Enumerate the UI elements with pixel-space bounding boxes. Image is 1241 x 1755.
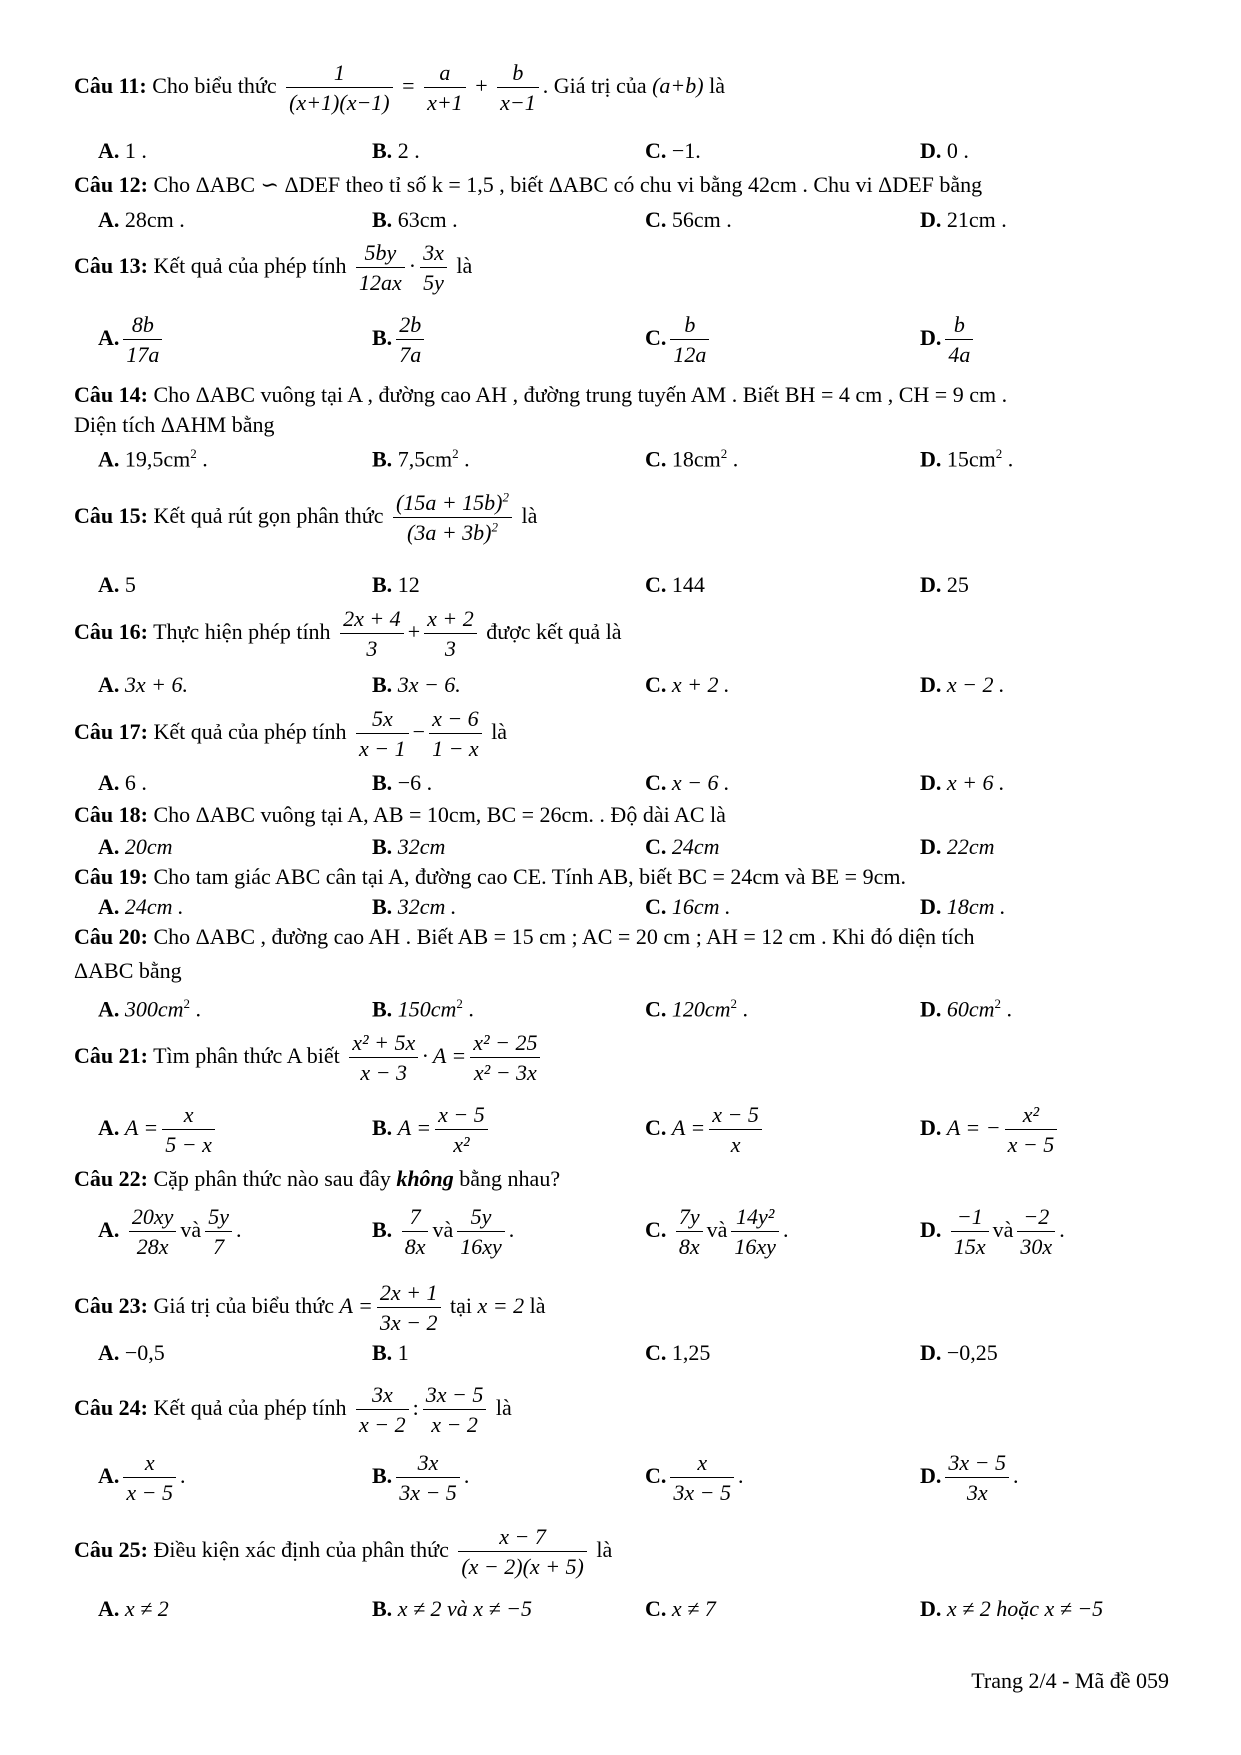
option-a: A. 1 .: [98, 138, 147, 163]
option-b: B. $\frac{3x}{3x - 5}$ .: [372, 1450, 470, 1506]
option-b: B. x ≠ 2 và x ≠ −5: [372, 1596, 532, 1621]
option-d: D. $15cm^2$ .: [920, 446, 1014, 472]
option-b: B. −6 .: [372, 770, 433, 795]
option-a: A. A = $\frac{x}{5 - x}$: [98, 1102, 219, 1158]
fraction: $\frac{a}{x+1}$: [424, 60, 466, 116]
option-a: A. 28cm .: [98, 207, 185, 232]
question-12: Câu 12: Cho ΔABC ∽ ΔDEF theo tỉ số k = 1,5 , biết ΔABC có chu vi bằng 42cm . Chu vi ΔDEF bằng: [74, 172, 983, 197]
question-15: Câu 15: Kết quả rút gọn phân thức $\frac{(15a + 15b)^2}{(3a + 3b)^2}$ là: [74, 489, 538, 546]
question-20-line2: ΔABC bằng: [74, 958, 182, 983]
option-c: C. 144: [645, 572, 705, 597]
question-20: Câu 20: Cho ΔABC , đường cao AH . Biết AB = 15 cm ; AC = 20 cm ; AH = 12 cm . Khi đó diện tích: [74, 924, 975, 949]
option-d: D. $\frac{b}{4a}$: [920, 312, 977, 368]
page-footer: Trang 2/4 - Mã đề 059: [971, 1668, 1169, 1693]
option-b: B. $\frac{2b}{7a}$: [372, 312, 428, 368]
option-c: C. 56cm .: [645, 207, 732, 232]
option-b: B. 1: [372, 1340, 409, 1365]
option-d: D. 18cm .: [920, 894, 1006, 919]
question-17: Câu 17: Kết quả của phép tính $\frac{5x}{x - 1}$ − $\frac{x - 6}{1 - x}$ là: [74, 706, 508, 762]
option-d: D. x ≠ 2 hoặc x ≠ −5: [920, 1596, 1104, 1621]
option-c: C. 24cm: [645, 834, 720, 859]
question-16: Câu 16: Thực hiện phép tính $\frac{2x + 4}{3}$ + $\frac{x + 2}{3}$ được kết quả là: [74, 606, 622, 662]
option-d: D. 21cm .: [920, 207, 1007, 232]
option-a: A. 24cm .: [98, 894, 184, 919]
option-d: D. −0,25: [920, 1340, 998, 1365]
option-b: B. 32cm .: [372, 894, 457, 919]
option-a: A. 3x + 6.: [98, 672, 189, 697]
option-b: B. 3x − 6.: [372, 672, 461, 697]
option-c: C. $\frac{x}{3x - 5}$ .: [645, 1450, 744, 1506]
option-c: C. −1.: [645, 138, 701, 163]
option-d: D. x + 6 .: [920, 770, 1005, 795]
question-25: Câu 25: Điều kiện xác định của phân thức $\frac{x - 7}{(x - 2)(x + 5)}$ là: [74, 1524, 613, 1580]
option-a: A. $\frac{20xy}{28x}$ và $\frac{5y}{7}$ .: [98, 1204, 242, 1260]
option-a: A. 5: [98, 572, 136, 597]
option-a: A. −0,5: [98, 1340, 165, 1365]
option-b: B. 63cm .: [372, 207, 458, 232]
option-a: A. $\frac{8b}{17a}$: [98, 312, 166, 368]
option-c: C. $120cm^2$ .: [645, 996, 749, 1022]
option-c: C. x ≠ 7: [645, 1596, 716, 1621]
option-d: D. 22cm: [920, 834, 995, 859]
option-a: A. 20cm: [98, 834, 173, 859]
option-d: D. A = − $\frac{\text{x²}}{x - 5}$: [920, 1102, 1061, 1158]
question-22: Câu 22: Cặp phân thức nào sau đây không bằng nhau?: [74, 1166, 561, 1191]
option-a: A. x ≠ 2: [98, 1596, 169, 1621]
option-c: C. x + 2 .: [645, 672, 730, 697]
option-b: B. $150cm^2$ .: [372, 996, 474, 1022]
option-b: B. $\frac{7}{8x}$ và $\frac{5y}{16xy}$ .: [372, 1204, 515, 1260]
fraction: $\frac{1}{(x+1)(x-1)}$: [286, 60, 393, 116]
option-c: C. x − 6 .: [645, 770, 730, 795]
option-a: A. $19,5cm^2$ .: [98, 446, 208, 472]
question-14-line2: Diện tích ΔAHM bằng: [74, 412, 275, 437]
option-c: C. $18cm^2$ .: [645, 446, 739, 472]
option-b: B. 32cm: [372, 834, 446, 859]
option-b: B. A = $\frac{x - 5}{\text{x²}}$: [372, 1102, 492, 1158]
option-d: D. 25: [920, 572, 969, 597]
question-18: Câu 18: Cho ΔABC vuông tại A, AB = 10cm, BC = 26cm. . Độ dài AC là: [74, 802, 726, 827]
question-14: Câu 14: Cho ΔABC vuông tại A , đường cao AH , đường trung tuyến AM . Biết BH = 4 cm , CH = 9 cm .: [74, 382, 1008, 407]
fraction: $\frac{b}{x-1}$: [497, 60, 539, 116]
option-b: B. $7,5cm^2$ .: [372, 446, 470, 472]
option-d: D. $\frac{-1}{15x}$ và $\frac{-2}{30x}$ .: [920, 1204, 1065, 1260]
option-a: A. 6 .: [98, 770, 147, 795]
option-d: D. $\frac{3x - 5}{3x}$ .: [920, 1450, 1019, 1506]
question-23: Câu 23: Giá trị của biểu thức A = $\frac{2x + 1}{3x - 2}$ tại x = 2 là: [74, 1280, 546, 1336]
option-b: B. 12: [372, 572, 420, 597]
option-d: D. 0 .: [920, 138, 969, 163]
question-24: Câu 24: Kết quả của phép tính $\frac{3x}{x - 2}$ : $\frac{3x - 5}{x - 2}$ là: [74, 1382, 512, 1438]
question-19: Câu 19: Cho tam giác ABC cân tại A, đường cao CE. Tính AB, biết BC = 24cm và BE = 9cm.: [74, 864, 906, 889]
option-a: A. $\frac{x}{x - 5}$ .: [98, 1450, 186, 1506]
option-c: C. 1,25: [645, 1340, 711, 1365]
option-c: C. $\frac{b}{12a}$: [645, 312, 713, 368]
option-c: C. A = $\frac{x - 5}{x}$: [645, 1102, 766, 1158]
question-21: Câu 21: Tìm phân thức A biết $\frac{\text{x² + 5x}}{x - 3}$ · A = $\frac{\text{x² − 25}}{\text{x² − 3x}}$: [74, 1030, 544, 1086]
option-a: A. $300cm^2$ .: [98, 996, 202, 1022]
question-13: Câu 13: Kết quả của phép tính $\frac{5by}{12ax}$ · $\frac{3x}{5y}$ là: [74, 240, 473, 296]
option-c: C. 16cm .: [645, 894, 731, 919]
option-b: B. 2 .: [372, 138, 420, 163]
question-11: Câu 11: Cho biểu thức $\frac{1}{(x+1)(x-1)}$ = $\frac{a}{x+1}$ + $\frac{b}{x-1}$ . Giá trị của (a+b) là: [74, 60, 725, 116]
option-d: D. x − 2 .: [920, 672, 1005, 697]
option-c: C. $\frac{7y}{8x}$ và $\frac{\text{14y²}}{16xy}$ .: [645, 1204, 789, 1260]
option-d: D. $60cm^2$ .: [920, 996, 1013, 1022]
